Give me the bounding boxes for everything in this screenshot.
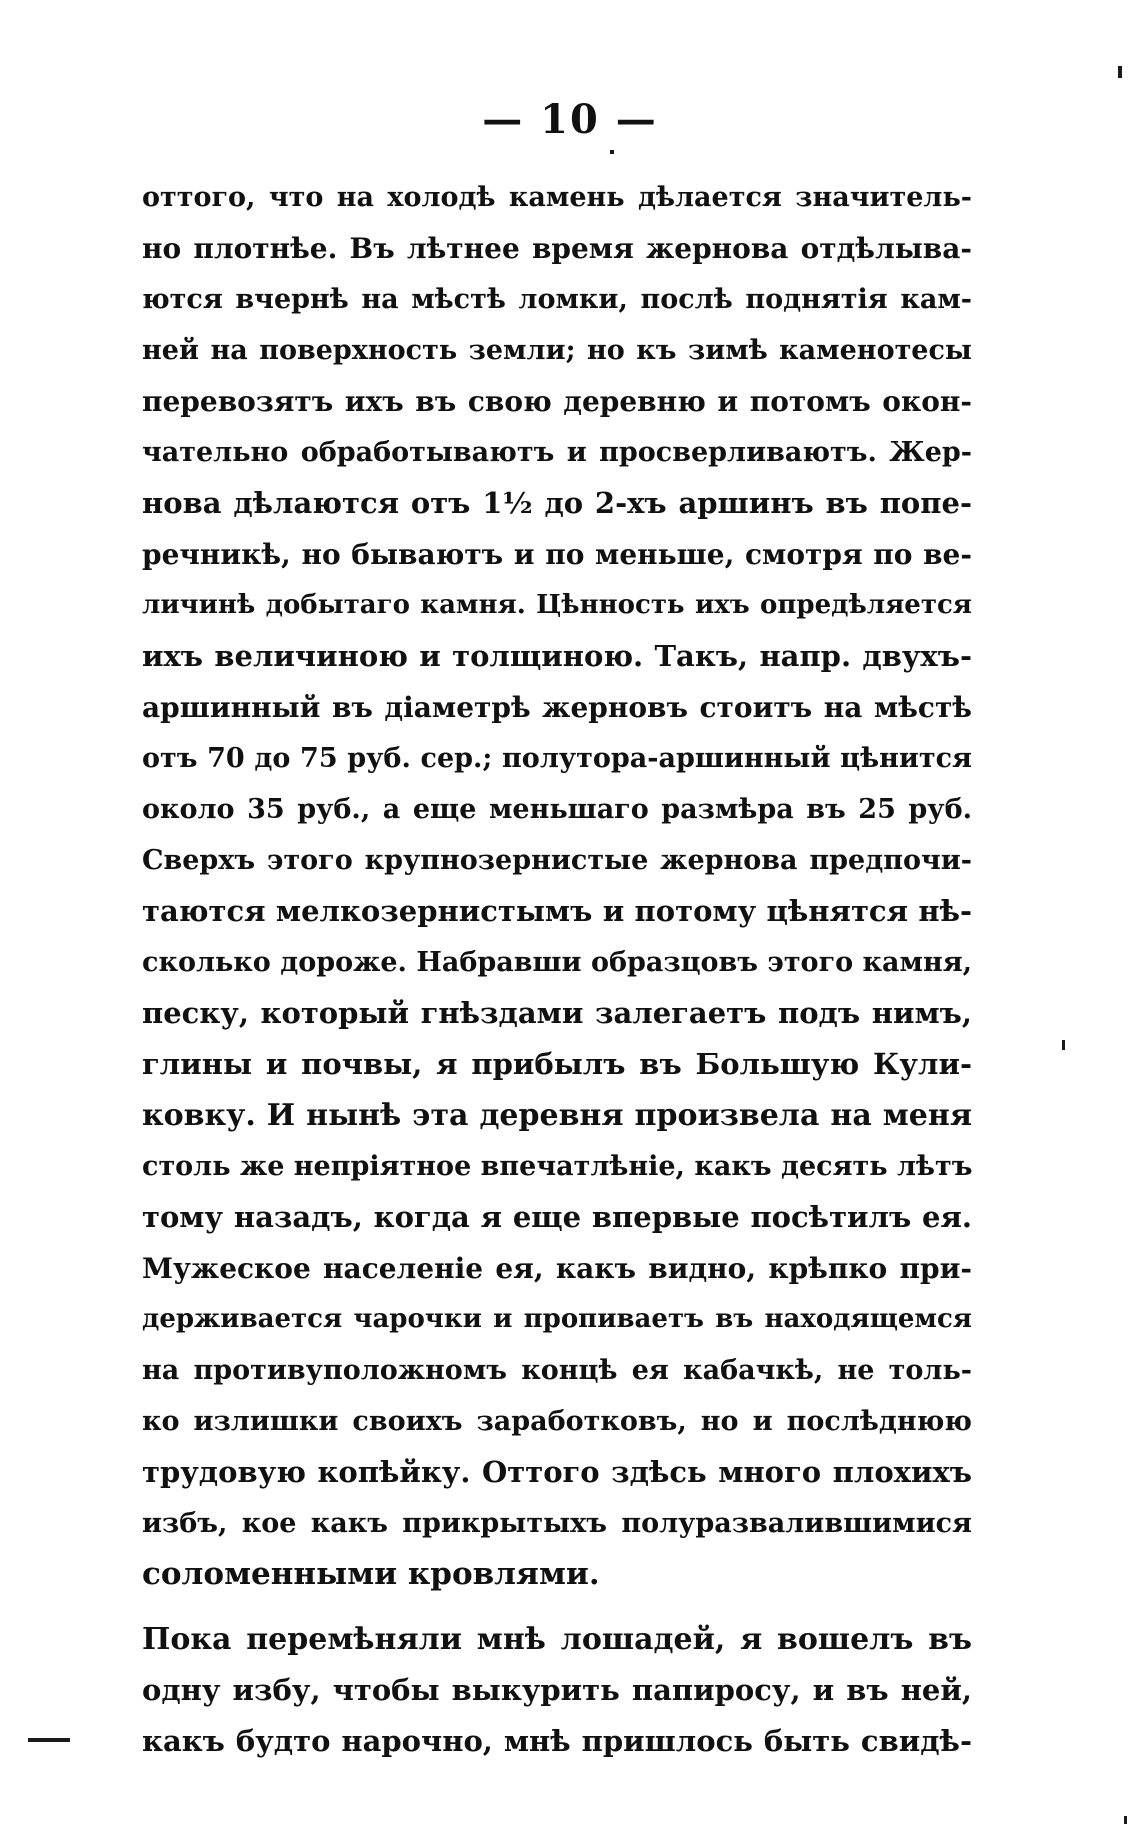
paragraph-1: [142, 172, 972, 1600]
text-line: сколько дороже. Набравши образцовъ этого камня,: [142, 947, 972, 978]
text-line: трудовую копѣйку. Оттого здѣсь много плохихъ: [142, 1455, 972, 1489]
margin-dash-mark: [28, 1738, 70, 1742]
paragraph-gap: [142, 1600, 972, 1614]
body-text: [142, 172, 972, 1767]
text-line: отъ 70 до 75 руб. сер.; полутора-аршинный цѣнится: [142, 743, 972, 774]
margin-speck-mark: [1124, 1816, 1127, 1824]
text-line: но плотнѣе. Въ лѣтнее время жернова отдѣлыва-: [142, 232, 972, 265]
text-line: ней на поверхность земли; но къ зимѣ каменотесы: [142, 335, 972, 366]
text-line: Сверхъ этого крупнозернистые жернова предпочи-: [142, 845, 972, 876]
margin-speck-mark: [1118, 66, 1122, 78]
text-line: таются мелкозернистымъ и потому цѣнятся нѣ-: [142, 894, 972, 928]
margin-speck-mark: [1062, 1040, 1065, 1050]
text-line: ихъ величиною и толщиною. Такъ, напр. двухъ-: [142, 639, 972, 673]
text-line: аршинный въ діаметрѣ жерновъ стоитъ на мѣстѣ: [142, 691, 972, 724]
text-line: песку, который гнѣздами залегаетъ подъ нимъ,: [142, 996, 972, 1030]
text-line: речникѣ, но бываютъ и по меньше, смотря по ве-: [142, 538, 972, 571]
text-line: глины и почвы, я прибылъ въ Большую Кули-: [142, 1047, 972, 1081]
text-line: тому назадъ, когда я еще впервые посѣтилъ ея.: [142, 1200, 972, 1234]
text-line: Мужеское населеніе ея, какъ видно, крѣпко при-: [142, 1252, 972, 1285]
text-line: нова дѣлаются отъ 1½ до 2-хъ аршинъ въ попе-: [142, 486, 972, 520]
text-line: избъ, кое какъ прикрытыхъ полуразвалившимися: [142, 1508, 972, 1539]
margin-speck-mark: [610, 150, 614, 154]
text-line: соломенными кровлями.: [142, 1556, 600, 1592]
text-line: держивается чарочки и пропиваетъ въ находящемся: [142, 1304, 972, 1334]
text-line: перевозятъ ихъ въ свою деревню и потомъ окон-: [142, 385, 972, 418]
page-number: — 10 —: [482, 96, 658, 143]
text-line: ко излишки своихъ заработковъ, но и послѣднюю: [142, 1406, 972, 1437]
text-line: Пока перемѣняли мнѣ лошадей, я вошелъ въ: [142, 1622, 972, 1657]
text-line: одну избу, чтобы выкурить папиросу, и въ ней,: [142, 1673, 972, 1707]
text-line: какъ будто нарочно, мнѣ пришлось быть свидѣ-: [142, 1724, 972, 1758]
paragraph-2: [142, 1614, 972, 1767]
text-line: около 35 руб., а еще меньшаго размѣра въ 25 руб.: [142, 794, 972, 825]
text-line: оттого, что на холодѣ камень дѣлается значитель-: [142, 182, 972, 213]
text-line: ются вчернѣ на мѣстѣ ломки, послѣ поднятія кам-: [142, 284, 972, 315]
text-line: личинѣ добытаго камня. Цѣнность ихъ опредѣляется: [142, 590, 972, 620]
text-line: столь же непріятное впечатлѣніе, какъ десять лѣтъ: [142, 1151, 972, 1182]
text-line: чательно обработываютъ и просверливаютъ. Жер-: [142, 437, 972, 468]
text-line: ковку. И нынѣ эта деревня произвела на меня: [142, 1098, 972, 1133]
text-line: на противуположномъ концѣ ея кабачкѣ, не толь-: [142, 1355, 972, 1386]
